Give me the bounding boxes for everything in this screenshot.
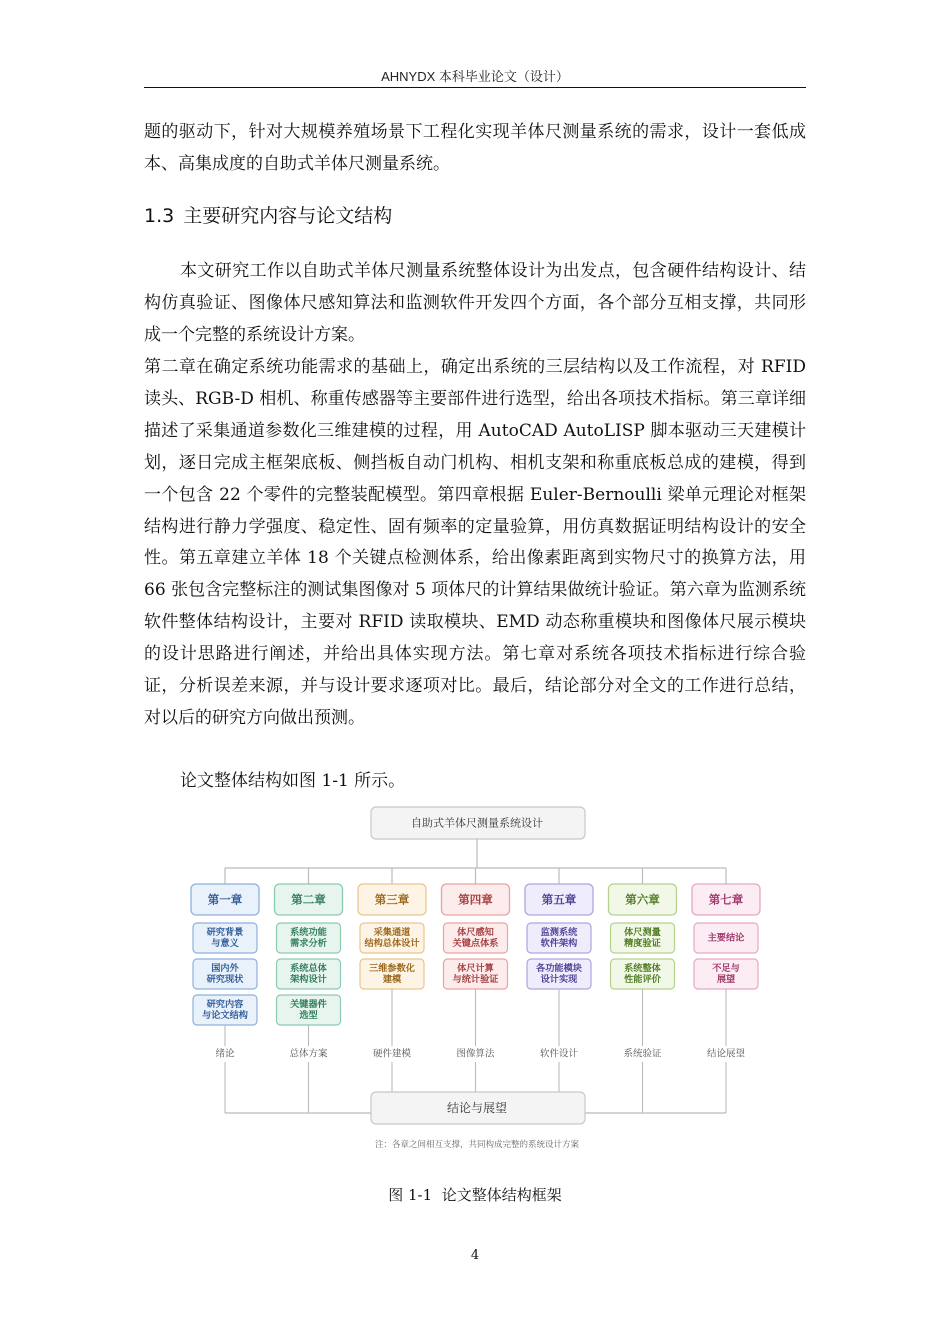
chapter-1-name: 第一章 bbox=[207, 892, 243, 907]
figure-note: 注：各章之间相互支撑，共同构成完整的系统设计方案 bbox=[374, 1140, 580, 1150]
chapter-6-item-1: 体尺测量精度验证 bbox=[624, 927, 661, 949]
chapter-2-name: 第二章 bbox=[291, 892, 326, 907]
chapter-7-label: 结论展望 bbox=[706, 1048, 746, 1060]
running-header: AHNYDX 本科毕业论文（设计） bbox=[381, 69, 569, 84]
paragraph-overview: 本文研究工作以自助式羊体尺测量系统整体设计为出发点，包含硬件结构设计、结构仿真验证、图像体尺感知算法和监测软件开发四个方面，各个部分互相支撑，共同形成一个完整的系统设计方案。 bbox=[144, 261, 806, 345]
paragraph-figure-ref: 论文整体结构如图 1-1 所示。 bbox=[180, 771, 406, 791]
chapter-5-label: 软件设计 bbox=[539, 1048, 579, 1060]
chapter-7-item-2: 不足与展望 bbox=[712, 963, 740, 985]
chapter-1-item-3: 研究内容与论文结构 bbox=[202, 999, 248, 1021]
section-title: 主要研究内容与论文结构 bbox=[183, 205, 393, 227]
chapter-6-label: 系统验证 bbox=[623, 1048, 662, 1060]
chapter-3-item-1: 采集通道结构总体设计 bbox=[364, 927, 420, 949]
chapter-4-item-2: 体尺计算与统计验证 bbox=[452, 963, 499, 985]
paragraph-continued: 题的驱动下，针对大规模养殖场景下工程化实现羊体尺测量系统的需求，设计一套低成本、高集成度的自助式羊体尺测量系统。 bbox=[144, 122, 806, 174]
section-number: 1.3 bbox=[144, 205, 175, 227]
chapter-1-item-2: 国内外研究现状 bbox=[206, 963, 244, 985]
chapter-4-item-1: 体尺感知关键点体系 bbox=[452, 927, 499, 949]
chapter-3-name: 第三章 bbox=[374, 892, 410, 907]
chapter-3-item-2: 三维参数化建模 bbox=[369, 963, 415, 985]
page-number: 4 bbox=[470, 1248, 480, 1263]
section-heading bbox=[144, 201, 392, 228]
chapter-4-label: 图像算法 bbox=[456, 1048, 495, 1060]
figure-label: 图 1-1 bbox=[388, 1186, 433, 1204]
chapter-2-item-3: 关键器件选型 bbox=[290, 999, 327, 1021]
header-rule bbox=[144, 87, 806, 88]
chapter-7-name: 第七章 bbox=[708, 892, 744, 907]
chapter-2-label: 总体方案 bbox=[289, 1048, 328, 1060]
figure-caption-text: 论文整体结构框架 bbox=[441, 1186, 562, 1204]
chapter-7-item-1: 主要结论 bbox=[707, 932, 745, 944]
chapter-1-label: 绪论 bbox=[215, 1048, 235, 1060]
chapter-5-item-1: 监测系统软件架构 bbox=[540, 927, 578, 949]
top-title: 自助式羊体尺测量系统设计 bbox=[411, 816, 543, 830]
paragraph-chapters: 第二章在确定系统功能需求的基础上，确定出系统的三层结构以及工作流程，对 RFID 读头、RGB-D 相机、称重传感器等主要部件进行选型，给出各项技术指标。第三章详细描述了采集通道参数化三维建模的过程，用 AutoCAD AutoLISP 脚本驱动三天建模计划，逐日完成主框架底板、侧挡板自动门机构、相机支架和称重底板总成的建模，得到一个包含 22 个零件的完整装配模型。第四章根据 Euler-Bernoulli 梁单元理论对框架结构进行静力学强度、稳定性、固有频率的定量验算，用仿真数据证明结构设计的安全性。第五章建立羊体 18 个关键点检测体系，给出像素距离到实物尺寸的换算方法，用 66 张包含完整标注的测试集图像对 5 项体尺的计算结果做统计验证。第六章为监测系统软件整体结构设计，主要对 RFID 读取模块、EMD 动态称重模块和图像体尺展示模块的设计思路进行阐述，并给出具体实现方法。第七章对系统各项技术指标进行综合验证，分析误差来源，并与设计要求逐项对比。最后，结论部分对全文的工作进行总结，对以后的研究方向做出预测。 bbox=[144, 357, 806, 728]
chapter-6-item-2: 系统整体性能评价 bbox=[624, 963, 661, 985]
chapter-4-name: 第四章 bbox=[458, 892, 493, 907]
chapter-2-item-2: 系统总体架构设计 bbox=[290, 963, 327, 985]
chapter-2-item-1: 系统功能需求分析 bbox=[290, 927, 327, 949]
chapter-6-name: 第六章 bbox=[625, 892, 660, 907]
figure-caption bbox=[144, 1184, 806, 1205]
chapter-3-label: 硬件建模 bbox=[372, 1048, 412, 1060]
chapter-5-name: 第五章 bbox=[541, 892, 577, 907]
bottom-title: 结论与展望 bbox=[446, 1101, 508, 1115]
thesis-structure-diagram bbox=[185, 800, 770, 1165]
chapter-5-item-2: 各功能模块设计实现 bbox=[536, 963, 582, 985]
chapter-1-item-1: 研究背景与意义 bbox=[206, 927, 244, 949]
